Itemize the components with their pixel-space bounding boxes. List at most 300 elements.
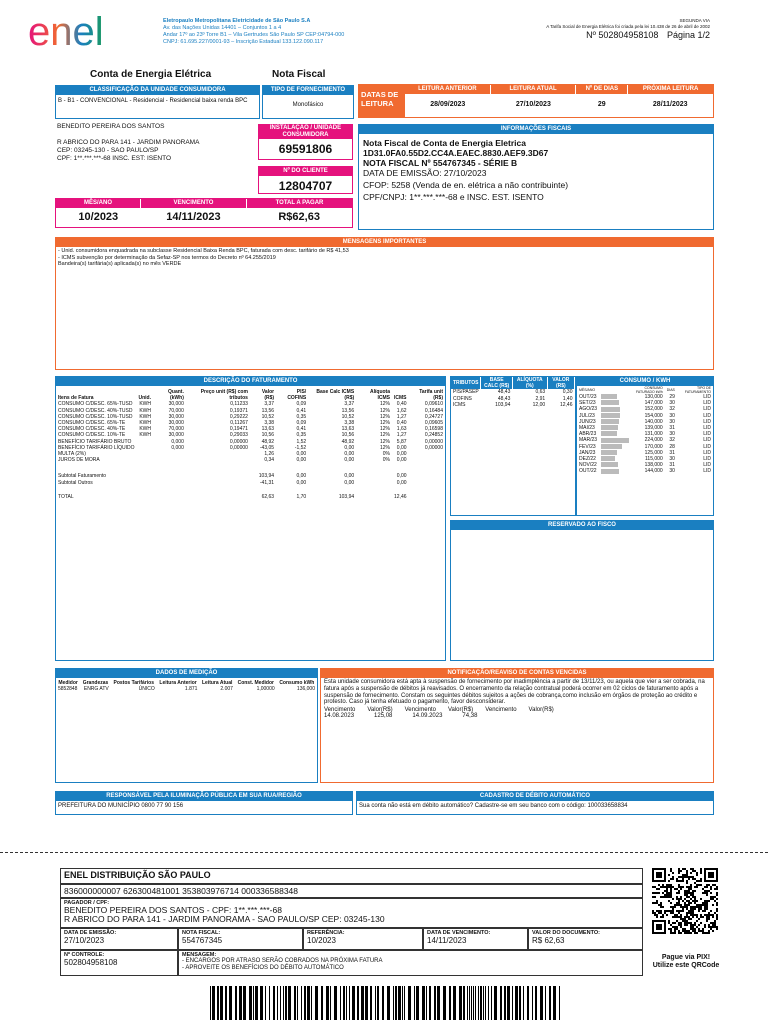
qr-module <box>716 904 718 906</box>
qr-module <box>686 932 688 934</box>
cliente-cep: CEP: 03245-130 - SAO PAULO/SP <box>57 147 159 154</box>
qr-module <box>714 884 716 886</box>
qr-module <box>666 886 668 888</box>
qr-module <box>708 914 710 916</box>
table-cell: 0,40 <box>396 401 407 408</box>
qr-module <box>680 880 682 882</box>
barcode-bar <box>449 986 451 1020</box>
qr-module <box>706 892 708 894</box>
table-cell: 0,000 <box>171 444 184 451</box>
info-fiscais-chave: 1D31.0FA0.55D2.CC4A.EAEC.8830.AEF9.3D67 <box>363 148 549 158</box>
qr-module <box>710 886 712 888</box>
qr-module <box>716 910 718 912</box>
qr-module <box>692 890 694 892</box>
qr-module <box>684 906 686 908</box>
barcode-bar <box>334 986 337 1020</box>
qr-module <box>684 922 686 924</box>
consumo-table <box>577 386 713 475</box>
qr-module <box>678 910 680 912</box>
qr-module <box>670 894 672 896</box>
barcode-bar <box>515 986 518 1020</box>
qr-module <box>670 910 672 912</box>
qr-module <box>686 890 688 892</box>
qr-module <box>706 908 708 910</box>
qr-module <box>666 894 668 896</box>
qr-module <box>666 914 668 916</box>
column-header: DIAS <box>666 388 675 392</box>
proxima-leitura-label: PRÓXIMA LEITURA <box>627 85 713 94</box>
qr-module <box>696 880 698 882</box>
qr-module <box>674 888 676 890</box>
table-cell: 1.871 <box>184 686 198 693</box>
qr-module <box>706 932 708 934</box>
qr-module <box>686 870 688 872</box>
barcode-bar <box>459 986 462 1020</box>
qr-module <box>694 870 696 872</box>
qr-module <box>684 916 686 918</box>
qr-module <box>706 906 708 908</box>
barcode-bar <box>311 986 312 1020</box>
qr-module <box>678 912 680 914</box>
barcode-bar <box>377 986 379 1020</box>
qr-module <box>690 908 692 910</box>
qr-module <box>690 888 692 890</box>
qr-module <box>656 910 658 912</box>
qr-module <box>704 926 706 928</box>
qr-module <box>686 892 688 894</box>
table-cell: 13,63 <box>261 426 275 433</box>
column-header: Medidor <box>58 680 78 686</box>
table-cell: 5,87 <box>396 438 407 445</box>
qr-module <box>676 914 678 916</box>
qr-module <box>706 920 708 922</box>
qr-module <box>684 920 686 922</box>
qr-module <box>672 876 674 878</box>
table-cell: BENEFÍCIO TARIFÁRIO BRUTO <box>58 438 132 445</box>
barcode-bar <box>352 986 355 1020</box>
qr-module <box>692 896 694 898</box>
qr-module <box>662 906 664 908</box>
notif-col-header: Vencimento <box>485 707 517 714</box>
qr-module <box>670 890 672 892</box>
qr-module <box>664 910 666 912</box>
qr-module <box>704 892 706 894</box>
consumo-bar <box>601 425 618 430</box>
qr-module <box>678 932 680 934</box>
table-cell: 30,000 <box>168 420 184 427</box>
table-cell: 13,56 <box>341 407 355 414</box>
column-header: Quant. (kWh) <box>168 389 184 402</box>
barcode-bar <box>269 986 270 1020</box>
table-cell: 0,19371 <box>229 407 248 414</box>
qr-module <box>672 898 674 900</box>
column-header: PIS/ COFINS <box>287 389 307 402</box>
table-cell: 0,00 <box>344 457 355 464</box>
qr-module <box>700 898 702 900</box>
qr-module <box>706 890 708 892</box>
qr-module <box>688 900 690 902</box>
table-cell: 0,00000 <box>229 438 248 445</box>
qr-module <box>684 924 686 926</box>
consumo-tipo: LID <box>703 425 711 432</box>
info-fiscais-line1: Nota Fiscal de Conta de Energia Eletrica <box>363 138 526 148</box>
barcode-bar <box>235 986 237 1020</box>
table-cell <box>137 486 154 494</box>
table-cell: Subtotal Faturamento <box>58 473 107 480</box>
barcode-bar <box>519 986 521 1020</box>
table-cell: 103,94 <box>258 473 275 480</box>
table-cell: 12% <box>379 407 390 414</box>
qr-module <box>672 878 674 880</box>
qr-module <box>706 886 708 888</box>
table-cell: 2,91 <box>535 395 546 402</box>
table-cell: 0,09610 <box>424 401 443 408</box>
barcode-bar <box>225 986 227 1020</box>
table-cell <box>153 486 186 494</box>
barcode-bar <box>463 986 465 1020</box>
qr-module <box>692 876 694 878</box>
qr-module <box>662 886 664 888</box>
qr-module <box>708 912 710 914</box>
qr-module <box>704 932 706 934</box>
consumo-tipo: LID <box>703 456 711 463</box>
qr-module <box>694 900 696 902</box>
qr-module <box>712 926 714 928</box>
leitura-anterior-value: 28/09/2023 <box>430 101 466 108</box>
barcode-bar <box>422 986 425 1020</box>
qr-module <box>684 890 686 892</box>
qr-module <box>690 876 692 878</box>
consumo-bar-cell <box>599 437 631 443</box>
medicao-table <box>56 680 317 692</box>
consumo-kwh: 224,000 <box>644 437 663 444</box>
consumo-month: JUN/23 <box>579 418 596 425</box>
qr-module <box>670 924 672 926</box>
mensagens-box <box>55 237 714 370</box>
qr-module <box>694 924 696 926</box>
qr-module <box>688 912 690 914</box>
table-cell: PIS/PASEP <box>453 389 479 396</box>
barcode-bar <box>280 986 281 1020</box>
qr-module <box>690 918 692 920</box>
qr-module <box>682 928 684 930</box>
table-cell: 30,000 <box>168 401 184 408</box>
barcode-bar <box>540 986 543 1020</box>
qr-module <box>670 930 672 932</box>
barcode-bar <box>253 986 254 1020</box>
table-cell: 0,40 <box>396 420 407 427</box>
column-header: Preço unit (R$) com tributos <box>200 389 248 402</box>
qr-module <box>686 912 688 914</box>
qr-module <box>698 908 700 910</box>
barcode-bar <box>249 986 252 1020</box>
qr-module <box>694 896 696 898</box>
barcode-bar <box>416 986 419 1020</box>
barcode-bar <box>535 986 537 1020</box>
table-cell: 0,35 <box>296 432 307 439</box>
qr-module <box>692 908 694 910</box>
faturamento-table <box>56 389 445 500</box>
barcode-bar <box>467 986 468 1020</box>
table-cell: 12% <box>379 401 390 408</box>
qr-module <box>692 870 694 872</box>
qr-module <box>716 916 718 918</box>
qr-module <box>680 924 682 926</box>
medicao-label: DADOS DE MEDIÇÃO <box>56 669 317 678</box>
table-cell: 1,62 <box>396 407 407 414</box>
mes-ano-value: 10/2023 <box>78 211 119 223</box>
qr-module <box>696 884 698 886</box>
qr-module <box>690 912 692 914</box>
table-cell: 0,16598 <box>424 426 443 433</box>
qr-module <box>656 914 658 916</box>
document-number: Nº 502804958108 <box>586 30 659 40</box>
qr-module <box>694 890 696 892</box>
consumo-dias: 30 <box>669 400 675 407</box>
qr-module <box>690 892 692 894</box>
qr-module <box>714 896 716 898</box>
qr-module <box>692 926 694 928</box>
table-cell <box>250 486 276 494</box>
qr-module <box>664 912 666 914</box>
qr-module <box>704 904 706 906</box>
consumo-month: AGO/23 <box>579 406 598 413</box>
debito-value: Sua conta não está em débito automático? Cadastre-se em seu banco com o código: 100033658834 <box>359 803 628 809</box>
vencimento-label: VENCIMENTO <box>140 199 246 208</box>
total-row <box>56 494 445 500</box>
consumo-label: CONSUMO / KWH <box>577 377 713 386</box>
qr-module <box>668 900 670 902</box>
qr-module <box>702 892 704 894</box>
qr-module <box>708 918 710 920</box>
table-cell <box>276 463 308 473</box>
consumo-bar <box>601 462 618 467</box>
qr-module <box>704 908 706 910</box>
barcode-bar <box>304 986 306 1020</box>
table-cell: KWH <box>139 420 151 427</box>
consumo-month: OUT/23 <box>579 394 597 400</box>
consumo-tipo: LID <box>703 431 711 438</box>
cut-line <box>0 852 768 853</box>
table-cell: 30,000 <box>168 413 184 420</box>
table-cell: 12,46 <box>394 493 407 500</box>
table-cell: 0,24727 <box>424 413 443 420</box>
qr-module <box>682 910 684 912</box>
consumo-tipo: LID <box>703 443 711 450</box>
qr-module <box>682 906 684 908</box>
consumo-dias: 32 <box>669 406 675 413</box>
barcode-bar <box>340 986 341 1020</box>
table-cell: 0,000 <box>171 438 184 445</box>
table-cell <box>137 463 154 473</box>
qr-module <box>716 894 718 896</box>
qr-module <box>696 916 698 918</box>
table-cell: 10,56 <box>341 432 355 439</box>
table-cell <box>409 463 445 473</box>
qr-module <box>652 886 654 888</box>
datas-leitura-label: DATAS DE LEITURA <box>358 84 404 118</box>
boleto-linha: 836000000007 626300481001 353803976714 000336588348 <box>60 884 643 898</box>
boleto-valor: VALOR DO DOCUMENTO: R$ 62,63 <box>528 928 643 950</box>
qr-module <box>656 902 658 904</box>
barcode-bar <box>480 986 482 1020</box>
qr-module <box>694 882 696 884</box>
qr-module <box>702 904 704 906</box>
cliente-nome: BENEDITO PEREIRA DOS SANTOS <box>57 123 165 130</box>
qr-module <box>698 918 700 920</box>
qr-module <box>658 904 660 906</box>
table-cell <box>308 463 356 473</box>
qr-module <box>708 890 710 892</box>
barcode-bar <box>393 986 394 1020</box>
qr-module <box>680 888 682 890</box>
qr-module <box>652 912 654 914</box>
qr-module <box>704 924 706 926</box>
qr-module <box>682 886 684 888</box>
qr-module <box>714 920 716 922</box>
barcode-bar <box>512 986 513 1020</box>
qr-module <box>690 922 692 924</box>
qr-module <box>710 914 712 916</box>
table-cell: CONSUMO C/DESC. 65%-TE <box>58 420 126 427</box>
barcode-bar <box>346 986 347 1020</box>
table-cell: 0,00000 <box>229 444 248 451</box>
pix-label: Pague via PIX! <box>661 954 711 961</box>
barcode-bar <box>239 986 242 1020</box>
notif-col-header: Vencimento <box>404 707 436 714</box>
qr-module <box>690 928 692 930</box>
barcode-bar <box>453 986 456 1020</box>
qr-module <box>712 922 714 924</box>
table-cell: 30,000 <box>168 432 184 439</box>
boleto-nf: NOTA FISCAL: 554767345 <box>178 928 303 950</box>
qr-module <box>660 904 662 906</box>
table-cell: 1,63 <box>396 426 407 433</box>
qr-module <box>682 874 684 876</box>
qr-module <box>686 886 688 888</box>
barcode <box>210 986 560 1020</box>
debito-box <box>356 791 714 815</box>
qr-module <box>694 914 696 916</box>
table-cell: 5852848 <box>58 686 78 693</box>
table-cell: 0% <box>382 451 390 458</box>
pix-qrcode[interactable] <box>652 868 718 934</box>
notif-valor: 74,38 <box>462 713 478 720</box>
table-cell: 12% <box>379 444 390 451</box>
notificacao-label: NOTIFICAÇÃO/REAVISO DE CONTAS VENCIDAS <box>321 669 713 678</box>
qr-module <box>686 882 688 884</box>
barcode-bar <box>375 986 376 1020</box>
leitura-atual-label: LEITURA ATUAL <box>490 85 576 94</box>
table-cell: 0,00 <box>344 473 355 480</box>
table-cell: 12% <box>379 438 390 445</box>
qr-module <box>668 874 670 876</box>
qr-module <box>692 906 694 908</box>
qr-module <box>692 892 694 894</box>
company-name: Eletropaulo Metropolitana Eletricidade de São Paulo S.A <box>163 18 311 24</box>
barcode-bar <box>437 986 440 1020</box>
table-cell: 1,26 <box>264 451 275 458</box>
qr-module <box>686 906 688 908</box>
qr-module <box>658 910 660 912</box>
qr-module <box>700 906 702 908</box>
boleto-controle: Nº CONTROLE: 502804958108 <box>60 950 178 976</box>
barcode-bar <box>504 986 506 1020</box>
barcode-bar <box>426 986 427 1020</box>
table-cell <box>392 486 409 494</box>
qr-module <box>660 912 662 914</box>
classificacao-box <box>55 85 260 119</box>
classificacao-label: CLASSIFICAÇÃO DA UNIDADE CONSUMIDORA <box>56 86 259 95</box>
mensagem-line: - Unid. consumidora enquadrada na subclasse Residencial Baixa Renda BPC, faturada com desc. tarifário de R$ 41,53 <box>58 248 349 254</box>
table-cell: 0,09605 <box>424 420 443 427</box>
qr-module <box>698 930 700 932</box>
qr-module <box>700 916 702 918</box>
qr-module <box>698 884 700 886</box>
table-cell: 0,09 <box>296 420 307 427</box>
barcode-bar <box>370 986 372 1020</box>
qr-module <box>674 916 676 918</box>
table-cell: -43,05 <box>259 444 275 451</box>
qr-module <box>658 884 660 886</box>
qr-module <box>708 930 710 932</box>
qr-module <box>680 870 682 872</box>
qr-module <box>694 886 696 888</box>
qr-module <box>712 898 714 900</box>
pix-sublabel: Utilize este QRCode <box>652 962 720 969</box>
medicao-box <box>55 668 318 783</box>
consumo-month: MAI/23 <box>579 425 595 432</box>
table-cell <box>409 494 445 500</box>
qr-module <box>702 888 704 890</box>
qr-module <box>690 894 692 896</box>
qr-module <box>702 930 704 932</box>
faturamento-label: DESCRIÇÃO DO FATURAMENTO <box>56 377 445 386</box>
qr-module <box>706 918 708 920</box>
table-cell: 48,92 <box>341 438 355 445</box>
table-cell: 0,24852 <box>424 432 443 439</box>
qr-module <box>670 888 672 890</box>
company-cnpj: CNPJ: 61.695.227/0001-93 – Inscrição Estadual 133.122.090.117 <box>163 39 324 45</box>
table-cell: 0,00 <box>396 451 407 458</box>
boleto-msg-line: - ENCARGOS POR ATRASO SERÃO COBRADOS NA PRÓXIMA FATURA <box>182 958 383 964</box>
barcode-bar <box>471 986 472 1020</box>
qr-module <box>682 918 684 920</box>
barcode-bar <box>229 986 232 1020</box>
qr-module <box>680 916 682 918</box>
column-header: Consumo kWh <box>279 680 315 686</box>
consumo-bar <box>601 469 619 474</box>
consumo-tipo: LID <box>703 437 711 444</box>
qr-module <box>660 906 662 908</box>
consumo-bar-cell <box>599 468 631 474</box>
qr-module <box>678 930 680 932</box>
qr-module <box>680 926 682 928</box>
table-cell: 0,00 <box>296 451 307 458</box>
qr-module <box>682 930 684 932</box>
barcode-bar <box>523 986 524 1020</box>
qr-module <box>658 892 660 894</box>
qr-module <box>678 898 680 900</box>
qr-module <box>674 926 676 928</box>
table-cell: 10,52 <box>261 413 275 420</box>
qr-module <box>686 908 688 910</box>
qr-module <box>706 914 708 916</box>
qr-module <box>704 890 706 892</box>
table-cell: 1,40 <box>562 395 573 402</box>
table-cell: 0,63 <box>535 389 546 396</box>
qr-module <box>652 896 654 898</box>
